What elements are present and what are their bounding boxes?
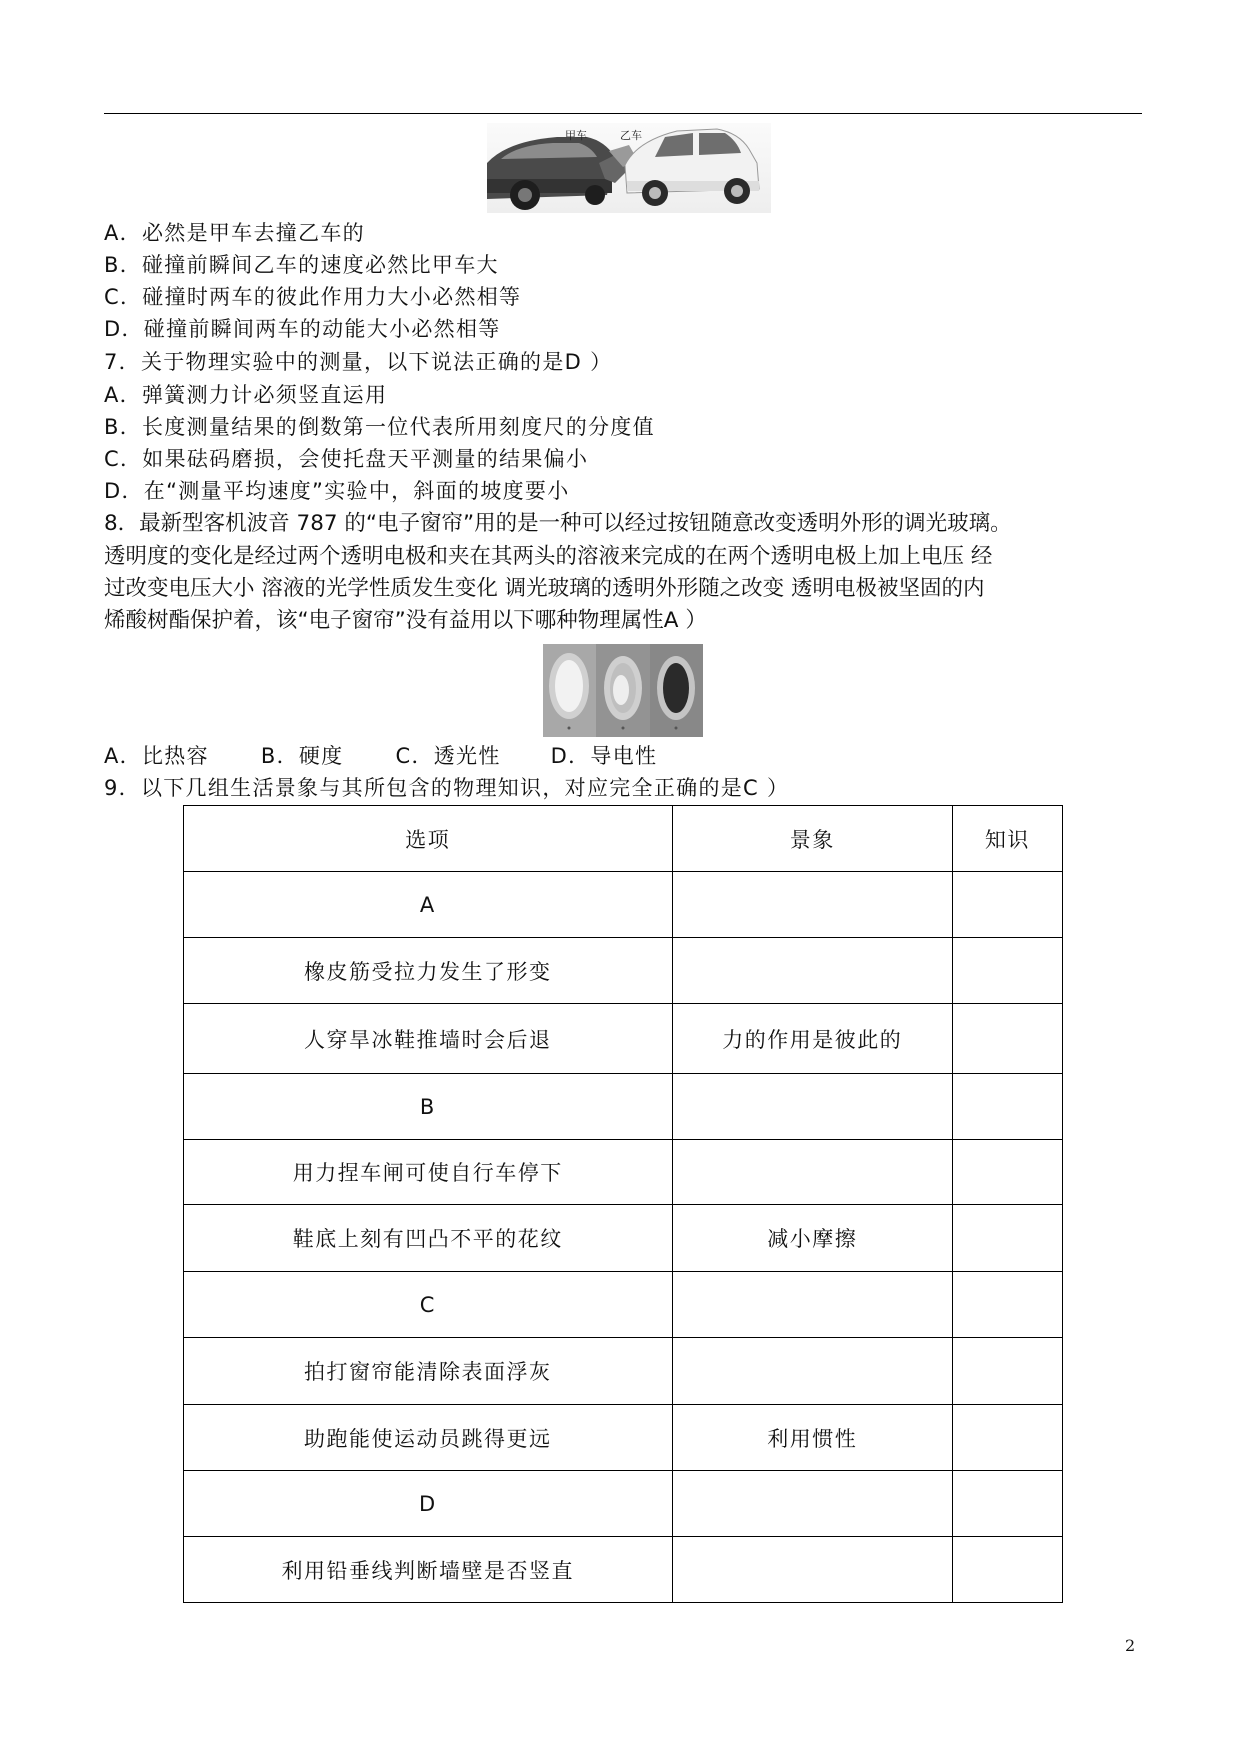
page-number: 2 <box>1125 1636 1136 1655</box>
table-cell <box>952 1140 1062 1205</box>
q8-line-1: 8．最新型客机波音 787 的“电子窗帘”用的是一种可以经过按钮随意改变透明外形的调光玻璃。 <box>104 511 1012 536</box>
car-label-yi: 乙车 <box>620 129 642 142</box>
header-option: 选项 <box>184 806 673 872</box>
table-cell <box>952 1272 1062 1338</box>
q8-line-2: 透明度的变化是经过两个透明电极和夹在其两头的溶液来完成的在两个透明电极上加上电压 经 <box>104 544 993 569</box>
airplane-window-drawing <box>543 644 703 737</box>
table-row <box>184 1205 1063 1272</box>
table-cell <box>672 1074 952 1140</box>
table-cell: 力的作用是彼此的 <box>672 1004 952 1074</box>
table-header-row <box>184 806 1063 872</box>
table-cell <box>672 1338 952 1405</box>
table-cell: 拍打窗帘能清除表面浮灰 <box>184 1338 673 1405</box>
table-cell <box>952 1537 1062 1603</box>
q8-option-d: D．导电性 <box>550 744 658 768</box>
q6-option-c: C．碰撞时两车的彼此作用力大小必然相等 <box>104 285 522 309</box>
q7-option-b: B．长度测量结果的倒数第一位代表所用刻度尺的分度值 <box>104 415 655 439</box>
table-cell <box>672 1471 952 1537</box>
airplane-window-image <box>543 644 703 737</box>
q6-option-b: B．碰撞前瞬间乙车的速度必然比甲车大 <box>104 253 499 277</box>
q8-option-c: C．透光性 <box>395 744 501 768</box>
table-row <box>184 1338 1063 1405</box>
table-row <box>184 938 1063 1004</box>
table-cell <box>672 872 952 938</box>
q7-stem: 7．关于物理实验中的测量，以下说法正确的是D ） <box>104 350 613 374</box>
table-cell: 鞋底上刻有凹凸不平的花纹 <box>184 1205 673 1272</box>
table-row <box>184 1074 1063 1140</box>
car-label-jia: 甲车 <box>565 129 587 142</box>
header-rule <box>104 113 1142 114</box>
q7-option-a: A．弹簧测力计必须竖直运用 <box>104 383 388 407</box>
q7-option-c: C．如果砝码磨损，会使托盘天平测量的结果偏小 <box>104 447 589 471</box>
table-cell <box>672 1537 952 1603</box>
q8-line-3: 过改变电压大小 溶液的光学性质发生变化 调光玻璃的透明外形随之改变 透明电极被坚固的内 <box>104 576 985 601</box>
table-cell <box>952 1205 1062 1272</box>
q8-line-4: 烯酸树酯保护着，该“电子窗帘”没有益用以下哪种物理属性A ） <box>104 608 707 633</box>
table-row <box>184 1004 1063 1074</box>
table-cell <box>952 872 1062 938</box>
q6-option-a: A．必然是甲车去撞乙车的 <box>104 221 365 245</box>
table-row <box>184 1537 1063 1603</box>
table-cell <box>672 1272 952 1338</box>
table-row <box>184 1140 1063 1205</box>
table-cell: 橡皮筋受拉力发生了形变 <box>184 938 673 1004</box>
table-cell: A <box>184 872 673 938</box>
table-cell <box>952 1471 1062 1537</box>
table-cell <box>952 938 1062 1004</box>
q9-table <box>183 805 1063 1603</box>
table-cell <box>952 1074 1062 1140</box>
header-phenomenon: 景象 <box>672 806 952 872</box>
table-cell: 利用铅垂线判断墙壁是否竖直 <box>184 1537 673 1603</box>
table-row <box>184 872 1063 938</box>
table-cell: 利用惯性 <box>672 1405 952 1471</box>
q7-option-d: D．在“测量平均速度”实验中，斜面的坡度要小 <box>104 479 570 503</box>
table-row <box>184 1405 1063 1471</box>
table-cell <box>952 1338 1062 1405</box>
q6-option-d: D．碰撞前瞬间两车的动能大小必然相等 <box>104 317 501 341</box>
table-cell <box>672 1140 952 1205</box>
table-cell: 减小摩擦 <box>672 1205 952 1272</box>
table-cell: 人穿旱冰鞋推墙时会后退 <box>184 1004 673 1074</box>
table-cell <box>952 1405 1062 1471</box>
table-cell: 助跑能使运动员跳得更远 <box>184 1405 673 1471</box>
q9-stem: 9．以下几组生活景象与其所包含的物理知识，对应完全正确的是C ） <box>104 776 790 800</box>
table-cell <box>952 1004 1062 1074</box>
table-row <box>184 1272 1063 1338</box>
table-cell: 用力捏车闸可使自行车停下 <box>184 1140 673 1205</box>
table-cell: C <box>184 1272 673 1338</box>
table-cell <box>672 938 952 1004</box>
table-row <box>184 1471 1063 1537</box>
q8-options-row <box>104 742 657 770</box>
q8-option-b: B．硬度 <box>260 744 344 768</box>
header-knowledge: 知识 <box>952 806 1062 872</box>
table-cell: B <box>184 1074 673 1140</box>
q8-option-a: A．比热容 <box>104 744 209 768</box>
table-cell: D <box>184 1471 673 1537</box>
car-collision-image <box>487 123 771 213</box>
